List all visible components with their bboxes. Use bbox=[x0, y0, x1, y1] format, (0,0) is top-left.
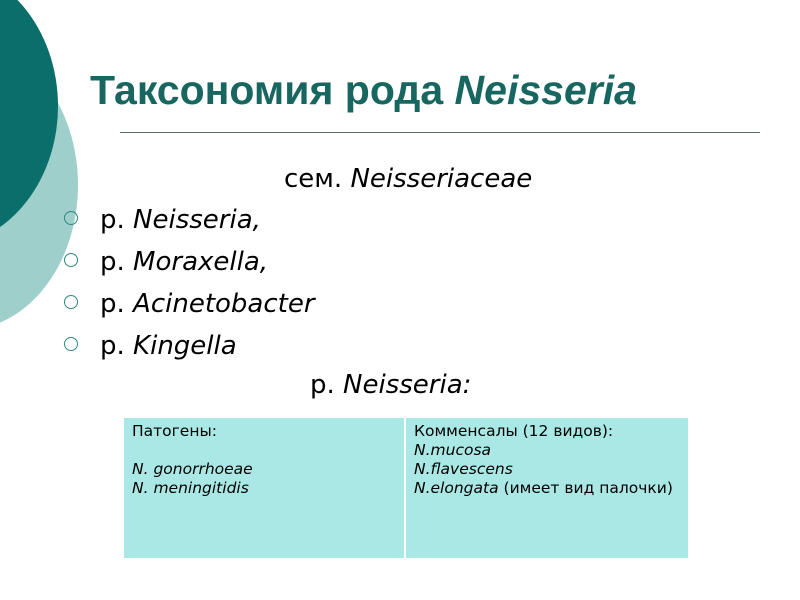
species-item-with-note bbox=[414, 479, 673, 497]
bullet-circle-icon bbox=[64, 253, 78, 267]
genus-prefix: р. bbox=[100, 247, 134, 277]
genus-prefix: р. bbox=[100, 205, 134, 235]
title-genus: Neisseria bbox=[454, 67, 637, 113]
genus-list bbox=[64, 205, 315, 373]
species-item: N. gonorrhoeae bbox=[132, 460, 253, 478]
species-item: N.flavescens bbox=[414, 460, 513, 478]
list-item bbox=[64, 247, 315, 289]
species-item: N. meningitidis bbox=[132, 479, 249, 497]
family-line bbox=[284, 164, 532, 194]
list-item bbox=[64, 289, 315, 331]
genus-name: Acinetobacter bbox=[133, 289, 315, 319]
species-table bbox=[124, 418, 688, 558]
genus-heading-name: Neisseria: bbox=[343, 370, 472, 400]
genus-prefix: р. bbox=[100, 289, 134, 319]
pathogens-heading: Патогены: bbox=[132, 422, 217, 440]
table-row bbox=[124, 418, 688, 558]
bullet-circle-icon bbox=[64, 295, 78, 309]
slide-title bbox=[90, 67, 637, 113]
family-name: Neisseriaceae bbox=[350, 164, 533, 194]
species-name: N.elongata bbox=[414, 479, 499, 497]
genus-heading bbox=[310, 370, 471, 400]
bullet-circle-icon bbox=[64, 337, 78, 351]
pathogens-cell bbox=[124, 418, 405, 558]
list-item bbox=[64, 331, 315, 373]
genus-name: Moraxella, bbox=[133, 247, 269, 277]
genus-prefix: р. bbox=[100, 331, 134, 361]
species-item: N.mucosa bbox=[414, 441, 492, 459]
family-prefix: сем. bbox=[284, 164, 351, 194]
bullet-circle-icon bbox=[64, 211, 78, 225]
commensals-cell bbox=[405, 418, 688, 558]
genus-name: Neisseria, bbox=[133, 205, 261, 235]
blank-line bbox=[132, 441, 396, 460]
genus-name: Kingella bbox=[133, 331, 237, 361]
commensals-heading: Комменсалы (12 видов): bbox=[414, 422, 614, 440]
title-text: Таксономия рода bbox=[90, 67, 455, 113]
genus-heading-prefix: р. bbox=[310, 370, 344, 400]
list-item bbox=[64, 205, 315, 247]
title-divider bbox=[120, 132, 760, 133]
species-note: (имеет вид палочки) bbox=[498, 479, 673, 497]
